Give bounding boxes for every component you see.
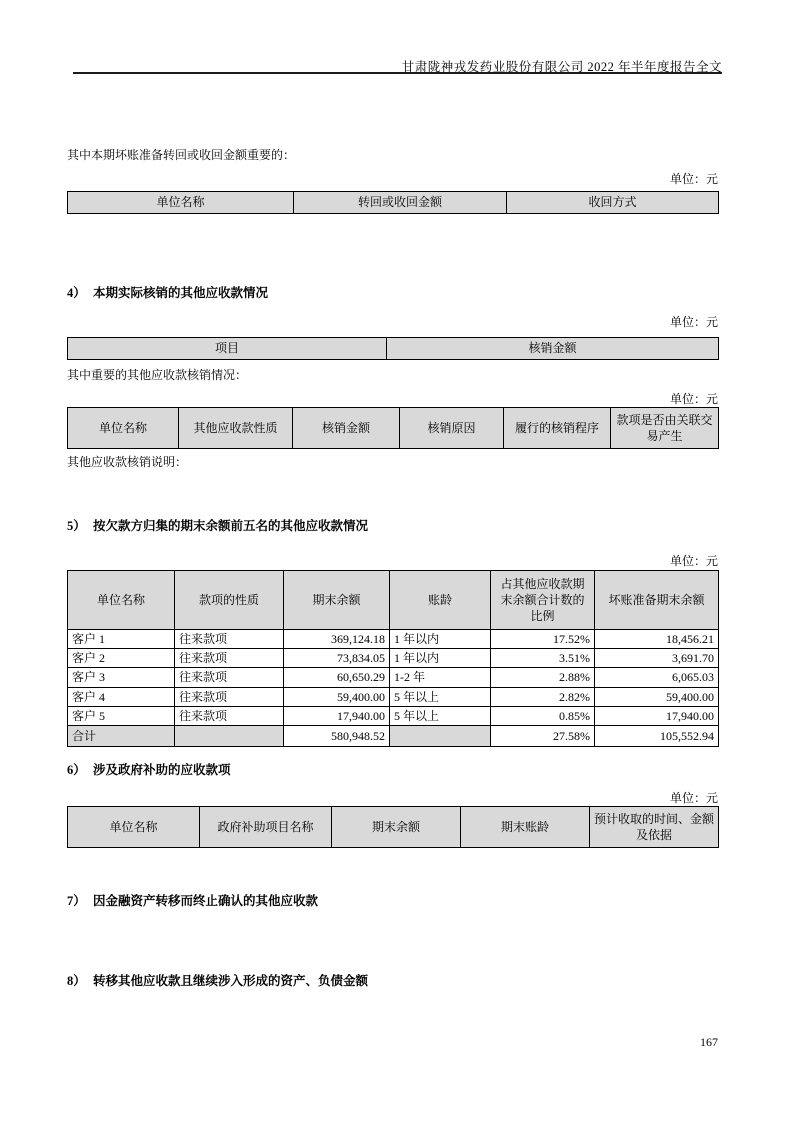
cell-nature: 往来款项 xyxy=(175,706,284,725)
cell-total-label: 合计 xyxy=(68,725,175,746)
cell-nature: 往来款项 xyxy=(175,668,284,687)
col-writeoff-reason: 核销原因 xyxy=(400,408,504,449)
col-nature: 款项的性质 xyxy=(175,571,284,630)
col-unit-name: 单位名称 xyxy=(68,408,179,449)
col-ratio: 占其他应收款期末余额合计数的比例 xyxy=(491,571,595,630)
page-number: 167 xyxy=(700,1035,718,1049)
unit-label-4: 单位：元 xyxy=(669,554,718,568)
cell-customer: 客户 3 xyxy=(68,668,175,687)
section-8-title: 转移其他应收款且继续涉入形成的资产、负债金额 xyxy=(93,974,369,988)
cell-aging: 5 年以上 xyxy=(390,706,491,725)
cell-nature: 往来款项 xyxy=(175,687,284,706)
col-related-transaction: 款项是否由关联交易产生 xyxy=(611,408,719,449)
section-5-number: 5） xyxy=(67,519,86,533)
table-recovery xyxy=(67,191,719,214)
col-unit-name: 单位名称 xyxy=(68,192,294,214)
cell-balance: 73,834.05 xyxy=(284,649,390,668)
col-writeoff-procedure: 履行的核销程序 xyxy=(504,408,611,449)
cell-bad-debt: 6,065.03 xyxy=(595,668,719,687)
cell-balance: 59,400.00 xyxy=(284,687,390,706)
col-bad-debt-provision: 坏账准备期末余额 xyxy=(595,571,719,630)
table-writeoff-detail xyxy=(67,407,719,449)
col-writeoff-amount: 核销金额 xyxy=(387,338,719,360)
unit-label-5: 单位：元 xyxy=(669,791,718,805)
table-gov-subsidy xyxy=(67,806,719,848)
header-divider xyxy=(73,72,722,74)
note-writeoff-desc: 其他应收款核销说明： xyxy=(67,455,188,469)
section-4-title: 本期实际核销的其他应收款情况 xyxy=(93,286,269,300)
table-row xyxy=(68,687,719,706)
unit-label-1: 单位：元 xyxy=(669,172,718,186)
col-recovery-method: 收回方式 xyxy=(507,192,719,214)
col-ending-balance: 期末余额 xyxy=(284,571,390,630)
col-ending-balance: 期末余额 xyxy=(332,807,461,848)
table-row xyxy=(68,630,719,649)
col-subsidy-project: 政府补助项目名称 xyxy=(200,807,332,848)
cell-nature: 往来款项 xyxy=(175,630,284,649)
table-writeoff-detail-header-row xyxy=(68,408,719,449)
col-receivable-nature: 其他应收款性质 xyxy=(179,408,293,449)
section-6-number: 6） xyxy=(67,763,86,777)
section-5-title: 按欠款方归集的期末余额前五名的其他应收款情况 xyxy=(93,519,369,533)
cell-ratio: 2.82% xyxy=(491,687,595,706)
cell-aging: 1-2 年 xyxy=(390,668,491,687)
cell-total-balance: 580,948.52 xyxy=(284,725,390,746)
cell-empty xyxy=(175,725,284,746)
col-writeoff-amount: 核销金额 xyxy=(293,408,400,449)
table-recovery-header-row xyxy=(68,192,719,214)
table-writeoff-summary-header-row xyxy=(68,338,719,360)
section-8-heading xyxy=(67,971,718,989)
cell-aging: 5 年以上 xyxy=(390,687,491,706)
cell-empty xyxy=(390,725,491,746)
col-recovery-amount: 转回或收回金额 xyxy=(294,192,507,214)
page-header-title: 甘肃陇神戎发药业股份有限公司 2022 年半年度报告全文 xyxy=(401,60,722,74)
cell-bad-debt: 17,940.00 xyxy=(595,706,719,725)
section-6-heading xyxy=(67,760,718,778)
note-important-writeoff: 其中重要的其他应收款核销情况： xyxy=(67,368,248,382)
unit-label-2: 单位：元 xyxy=(669,315,718,329)
table-row xyxy=(68,706,719,725)
table-gov-subsidy-header-row xyxy=(68,807,719,848)
section-7-title: 因金融资产转移而终止确认的其他应收款 xyxy=(93,894,319,908)
col-aging: 账龄 xyxy=(390,571,491,630)
cell-customer: 客户 1 xyxy=(68,630,175,649)
cell-balance: 17,940.00 xyxy=(284,706,390,725)
unit-label-3: 单位：元 xyxy=(669,392,718,406)
cell-ratio: 2.88% xyxy=(491,668,595,687)
table-total-row xyxy=(68,725,719,746)
cell-bad-debt: 18,456.21 xyxy=(595,630,719,649)
col-ending-aging: 期末账龄 xyxy=(461,807,590,848)
table-top5-header-row xyxy=(68,571,719,630)
table-row xyxy=(68,649,719,668)
cell-total-bad-debt: 105,552.94 xyxy=(595,725,719,746)
col-item: 项目 xyxy=(68,338,387,360)
cell-nature: 往来款项 xyxy=(175,649,284,668)
section-4-number: 4） xyxy=(67,286,86,300)
col-expected-collection: 预计收取的时间、金额及依据 xyxy=(590,807,719,848)
cell-ratio: 0.85% xyxy=(491,706,595,725)
table-row xyxy=(68,668,719,687)
cell-bad-debt: 59,400.00 xyxy=(595,687,719,706)
note-bad-debt-recovery: 其中本期坏账准备转回或收回金额重要的： xyxy=(67,148,296,162)
cell-balance: 60,650.29 xyxy=(284,668,390,687)
section-6-title: 涉及政府补助的应收款项 xyxy=(93,763,231,777)
section-7-number: 7） xyxy=(67,894,86,908)
cell-total-ratio: 27.58% xyxy=(491,725,595,746)
table-writeoff-summary xyxy=(67,337,719,360)
cell-ratio: 3.51% xyxy=(491,649,595,668)
section-7-heading xyxy=(67,891,718,909)
cell-balance: 369,124.18 xyxy=(284,630,390,649)
section-4-heading xyxy=(67,283,718,301)
cell-aging: 1 年以内 xyxy=(390,630,491,649)
cell-ratio: 17.52% xyxy=(491,630,595,649)
cell-customer: 客户 4 xyxy=(68,687,175,706)
cell-bad-debt: 3,691.70 xyxy=(595,649,719,668)
section-5-heading xyxy=(67,516,718,534)
col-unit-name: 单位名称 xyxy=(68,571,175,630)
cell-customer: 客户 2 xyxy=(68,649,175,668)
cell-customer: 客户 5 xyxy=(68,706,175,725)
col-unit-name: 单位名称 xyxy=(68,807,200,848)
section-8-number: 8） xyxy=(67,974,86,988)
table-top5-receivables xyxy=(67,570,719,747)
cell-aging: 1 年以内 xyxy=(390,649,491,668)
